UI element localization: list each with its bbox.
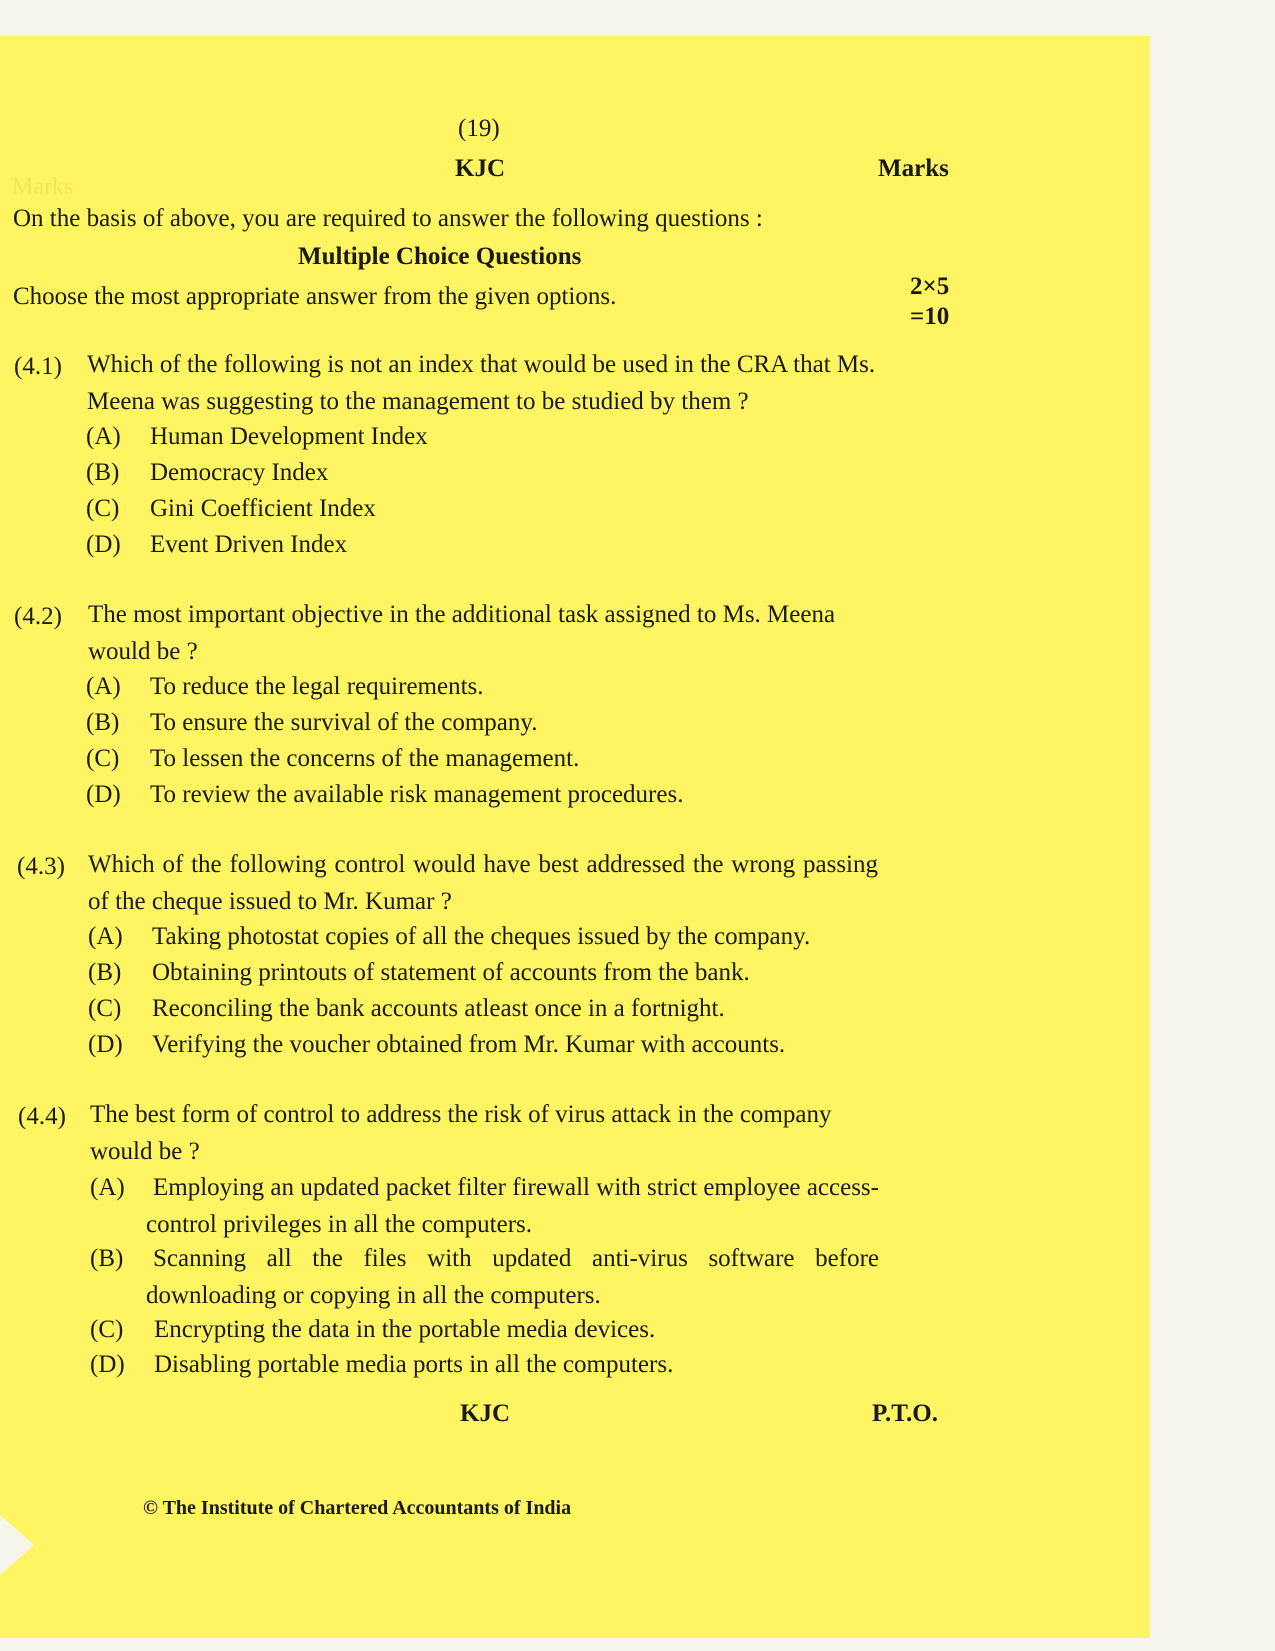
copyright-text: © The Institute of Chartered Accountants of India [143, 1497, 572, 1519]
option-label: (A) [88, 923, 123, 950]
option-text: Verifying the voucher obtained from Mr. Kumar with accounts. [152, 1031, 786, 1058]
option-item [86, 418, 428, 455]
option-text: Obtaining printouts of statement of accounts from the bank. [152, 959, 750, 986]
option-label: (D) [86, 531, 121, 558]
option-text: Gini Coefficient Index [150, 495, 376, 522]
question-number: (4.4) [18, 1103, 66, 1130]
page-fold-corner [0, 1515, 34, 1575]
option-item [88, 954, 750, 991]
option-text: To lessen the concerns of the management. [150, 745, 580, 772]
question-text: The best form of control to address the risk of virus attack in the company would be ? [90, 1101, 832, 1165]
option-label: (C) [86, 495, 120, 522]
intro-text: On the basis of above, you are required to answer the following questions : [13, 205, 763, 232]
marks-value: 2×5 [910, 273, 950, 300]
exam-page [0, 36, 1150, 1638]
option-text: Event Driven Index [150, 531, 348, 558]
option-label: (A) [86, 673, 121, 700]
option-label: (D) [88, 1031, 123, 1058]
option-text: Disabling portable media ports in all the computers. [154, 1351, 674, 1378]
option-label: (C) [90, 1316, 124, 1343]
option-label: (B) [86, 709, 120, 736]
marks-total: =10 [910, 303, 950, 330]
option-item [86, 704, 538, 741]
option-label: (D) [86, 781, 121, 808]
option-label: (A) [90, 1174, 125, 1201]
option-item [88, 990, 725, 1027]
option-item [86, 526, 347, 563]
option-label: (A) [86, 423, 121, 450]
show-through-text: Marks [12, 174, 74, 200]
option-text: To ensure the survival of the company. [150, 709, 538, 736]
question-text: Which of the following is not an index that would be used in the CRA that Ms. Meena was suggesting to the management to be studied by them ? [87, 351, 876, 415]
option-text: Encrypting the data in the portable media devices. [154, 1316, 656, 1343]
marks-heading: Marks [878, 155, 949, 182]
page-number: (19) [458, 115, 500, 142]
option-item [90, 1346, 673, 1383]
option-label: (B) [86, 459, 120, 486]
option-item [90, 1311, 655, 1348]
instruction-text: Choose the most appropriate answer from the given options. [13, 283, 617, 310]
question-text: The most important objective in the additional task assigned to Ms. Meena would be ? [88, 601, 836, 665]
option-text: To reduce the legal requirements. [150, 673, 484, 700]
option-item [88, 1026, 785, 1063]
question-number: (4.2) [14, 603, 62, 630]
option-label: (C) [86, 745, 120, 772]
option-item [86, 776, 683, 813]
option-text: Scanning all the files with updated anti-virus software before downloading or copying in all the computers. [146, 1245, 879, 1309]
pto-label: P.T.O. [872, 1400, 938, 1427]
option-text: Reconciling the bank accounts atleast once in a fortnight. [152, 995, 725, 1022]
option-text: Taking photostat copies of all the cheques issued by the company. [152, 923, 811, 950]
option-text: Employing an updated packet filter firewall with strict employee access-control privileges in all the computers. [146, 1174, 879, 1238]
question-number: (4.1) [14, 353, 62, 380]
option-label: (B) [88, 959, 122, 986]
option-text: To review the available risk management procedures. [150, 781, 684, 808]
option-item [86, 740, 579, 777]
question-text: Which of the following control would have best addressed the wrong passing of the cheque issued to Mr. Kumar ? [88, 851, 878, 915]
option-label: (D) [90, 1351, 125, 1378]
option-label: (C) [88, 995, 122, 1022]
option-label: (B) [90, 1245, 124, 1272]
section-title: Multiple Choice Questions [298, 243, 582, 270]
option-item [88, 918, 810, 955]
option-item [86, 454, 328, 491]
option-item [86, 668, 484, 705]
paper-code: KJC [455, 155, 505, 182]
option-text: Democracy Index [150, 459, 329, 486]
footer-code: KJC [460, 1400, 510, 1427]
question-number: (4.3) [17, 853, 65, 880]
option-item [86, 490, 376, 527]
option-text: Human Development Index [150, 423, 428, 450]
